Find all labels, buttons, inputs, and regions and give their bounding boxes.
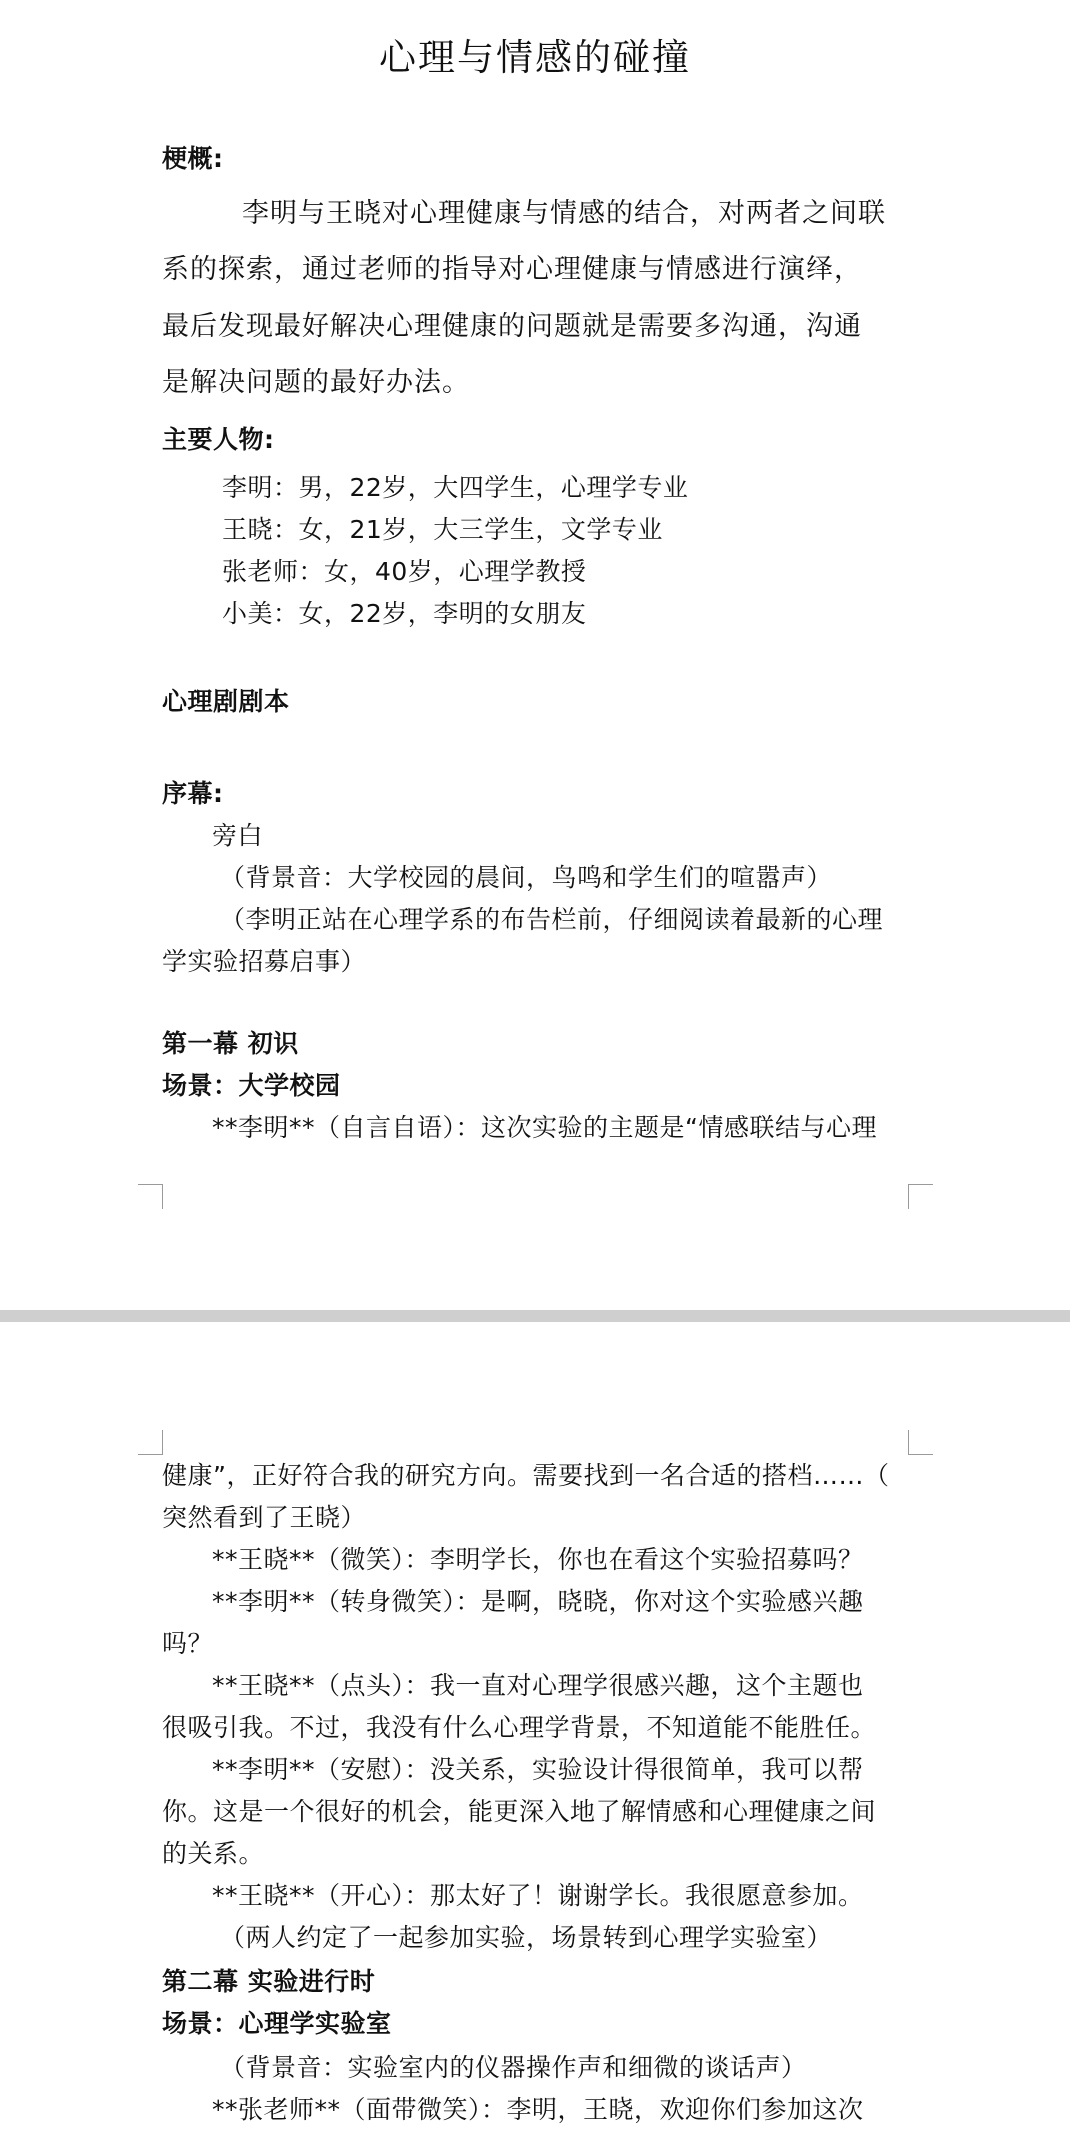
character-item: 小美：女，22岁，李明的女朋友 <box>222 599 587 628</box>
character-item: 张老师：女，40岁，心理学教授 <box>222 557 587 586</box>
characters-heading: 主要人物: <box>162 425 275 454</box>
page-corner-mark <box>138 1184 163 1209</box>
dialogue-line: **张老师**（面带微笑）：李明，王晓，欢迎你们参加这次 <box>212 2095 864 2124</box>
synopsis-line: 是解决问题的最好办法。 <box>162 367 470 398</box>
synopsis-line: 李明与王晓对心理健康与情感的结合，对两者之间联 <box>242 198 886 229</box>
synopsis-line: 最后发现最好解决心理健康的问题就是需要多沟通，沟通 <box>162 311 862 342</box>
prologue-line: （李明正站在心理学系的布告栏前，仔细阅读着最新的心理 <box>220 905 884 934</box>
act2-scene: 场景：心理学实验室 <box>162 2009 392 2038</box>
synopsis-line: 系的探索，通过老师的指导对心理健康与情感进行演绎， <box>162 254 862 285</box>
dialogue-line: **王晓**（开心）：那太好了！谢谢学长。我很愿意参加。 <box>212 1881 864 1910</box>
stage-direction: （两人约定了一起参加实验，场景转到心理学实验室） <box>220 1923 833 1952</box>
dialogue-line: 的关系。 <box>162 1839 265 1868</box>
page-corner-mark <box>908 1184 933 1209</box>
act1-heading: 第一幕 初识 <box>162 1029 299 1058</box>
dialogue-line: 吗？ <box>162 1629 214 1658</box>
dialogue-line: **王晓**（微笑）：李明学长，你也在看这个实验招募吗？ <box>212 1545 864 1574</box>
act1-scene: 场景：大学校园 <box>162 1071 341 1100</box>
dialogue-line: **李明**（安慰）：没关系，实验设计得很简单，我可以帮 <box>212 1755 864 1784</box>
stage-direction: （背景音：实验室内的仪器操作声和细微的谈话声） <box>220 2053 807 2082</box>
dialogue-line: **王晓**（点头）：我一直对心理学很感兴趣，这个主题也 <box>212 1671 864 1700</box>
page-corner-mark <box>138 1430 163 1455</box>
dialogue-line: 很吸引我。不过，我没有什么心理学背景，不知道能不能胜任。 <box>162 1713 877 1742</box>
dialogue-line: **李明**（自言自语）：这次实验的主题是“情感联结与心理 <box>212 1113 877 1142</box>
synopsis-heading: 梗概: <box>162 144 224 173</box>
page-separator <box>0 1310 1070 1322</box>
act2-heading: 第二幕 实验进行时 <box>162 1967 376 1996</box>
prologue-line: （背景音：大学校园的晨间，鸟鸣和学生们的喧嚣声） <box>220 863 833 892</box>
dialogue-line: 健康”，正好符合我的研究方向。需要找到一名合适的搭档……（ <box>162 1461 890 1490</box>
prologue-narrator: 旁白 <box>212 821 264 850</box>
page-corner-mark <box>908 1430 933 1455</box>
character-item: 王晓：女，21岁，大三学生，文学专业 <box>222 515 663 544</box>
document-page-2 <box>0 1326 1070 2130</box>
script-heading: 心理剧剧本 <box>162 687 290 716</box>
dialogue-line: **李明**（转身微笑）：是啊，晓晓，你对这个实验感兴趣 <box>212 1587 864 1616</box>
document-title: 心理与情感的碰撞 <box>379 36 691 79</box>
prologue-line: 学实验招募启事） <box>162 947 367 976</box>
dialogue-line: 你。这是一个很好的机会，能更深入地了解情感和心理健康之间 <box>162 1797 877 1826</box>
dialogue-line: 突然看到了王晓） <box>162 1503 367 1532</box>
character-item: 李明：男，22岁，大四学生，心理学专业 <box>222 473 689 502</box>
prologue-heading: 序幕: <box>162 779 224 808</box>
